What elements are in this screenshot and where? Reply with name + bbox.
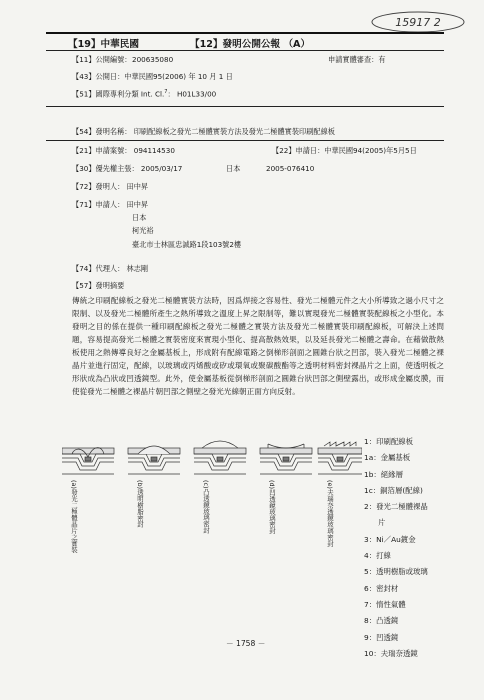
application-number: 【21】申請案號： 094114530	[72, 146, 175, 155]
inventor: 【72】發明人： 田中昇	[72, 182, 149, 191]
figure-c	[194, 441, 246, 474]
figure-a	[62, 448, 114, 474]
ipc-label: 【51】國際專利分類 Int. Cl.	[72, 89, 165, 99]
office-label: 【19】中華民國	[68, 39, 139, 50]
legend-item: 3：Ni／Au鍍金	[364, 534, 416, 544]
publication-number: 200635080	[132, 55, 174, 64]
legend-item: 10：夫瑞奈透鏡	[364, 648, 418, 658]
legend-item: 1c：銅箔層(配線)	[364, 485, 423, 495]
header-bottom-rule	[46, 106, 444, 107]
applicant-address: 臺北市士林區忠誠路1段103號2樓	[132, 240, 242, 249]
legend-item: 片	[378, 518, 386, 528]
ipc-superscript: 7	[164, 89, 168, 95]
legend-item: 4：打線	[364, 551, 391, 561]
figure-drawings	[62, 436, 362, 596]
legend-item: 1：印刷配線板	[364, 437, 414, 446]
figure-d-label: (d)凹透鏡玻璃密封	[268, 480, 276, 534]
header-rule	[46, 50, 444, 51]
page-number: － 1758 －	[226, 639, 266, 648]
priority-number: 2005-076410	[266, 164, 315, 173]
figure-legend	[364, 436, 456, 664]
abstract-label: 【57】發明摘要	[72, 281, 125, 290]
legend-item: 5：透明樹脂或玻璃	[364, 567, 428, 577]
figure-b-label: (b)透明樹脂密封	[136, 480, 144, 528]
handwritten-note	[368, 8, 468, 34]
figure-group	[62, 436, 362, 596]
filing-date: 【22】申請日：中華民國94(2005)年5月5日	[272, 146, 417, 155]
legend-item: 9：凹透鏡	[364, 632, 399, 642]
applicant: 【71】申請人： 田中昇	[72, 200, 149, 209]
exam-request: 申請實體審查：有	[328, 55, 386, 64]
top-rule	[46, 32, 444, 34]
agent: 【74】代理人： 林志剛	[72, 264, 149, 273]
applicant-name-2: 柯光裕	[132, 226, 154, 235]
legend-item: 6：密封材	[364, 583, 399, 593]
figure-e	[318, 442, 362, 474]
abstract-text: 傳統之印刷配線板之發光二極體實裝方法時，因爲焊接之容易性、發光二極體元件之大小所導致之過小尺寸之限制、以及發光二極體所產生之熱所導致之溫度上昇之限制等，難以實現發光二極體實裝配線板之小型化。本發明之目的係在提供一種印刷配線板之發光二極體之實裝方法及發光二極體實裝印刷配線板，可解決上述問題，容易提高發光二極體之實裝密度來實現小型化、提高散熱效果，以及延長發光二極體之壽命。在藉做散熱板使用之熱傳導良好之金屬基板上，形成附有配線電路之倒梯形剖面之圓錐台狀之凹部，裝入發光二極體之裸晶片並進行固定，配線，以玻璃或丙烯酸或矽或環氧或聚碳酸酯等之透明材料密封裸晶片之上面，使透明板之形狀成為凸狀或凹透鏡型。此外，使金屬基板從倒梯形剖面之圓錐台狀凹部之側壁露出，或形成金屬皮膜，而使從發光二極體之裸晶片朝凹部之側壁之發光光線朝正面方向反射。	[72, 296, 444, 396]
invention-title: 【54】發明名稱： 印刷配線板之發光二極體實裝方法及發光二極體實裝印刷配線板	[72, 127, 335, 136]
legend-item: 7：惰性氣體	[364, 599, 406, 609]
publication-date: 【43】公開日：中華民國95(2006) 年 10 月 1 日	[72, 72, 233, 81]
priority-country: 日本	[226, 164, 241, 173]
figure-a-label: (a)發光二極體晶片之實裝	[70, 480, 78, 553]
svg-text:15917 2: 15917 2	[395, 16, 441, 29]
legend-item: 8：凸透鏡	[364, 616, 399, 626]
publication-number-label: 【11】公開編號：	[72, 55, 132, 64]
figure-b	[128, 446, 180, 474]
applicant-country: 日本	[132, 213, 147, 222]
figure-e-label: (e)夫瑞奈透鏡玻璃密封	[326, 480, 334, 547]
legend-item: 1a：金屬基板	[364, 453, 411, 463]
title-rule	[46, 140, 444, 141]
legend-item: 1b：絕緣層	[364, 469, 403, 479]
ipc-row	[72, 89, 216, 99]
figure-d	[260, 444, 312, 474]
publication-type: 【12】發明公開公報 （A）	[190, 39, 311, 50]
ipc-code: ： H01L33/00	[167, 89, 217, 99]
legend-item: 2：發光二極體裸晶	[364, 502, 428, 512]
priority-claim: 【30】優先權主張： 2005/03/17	[72, 164, 183, 173]
figure-c-label: (c)凸透鏡玻璃密封	[202, 480, 210, 534]
